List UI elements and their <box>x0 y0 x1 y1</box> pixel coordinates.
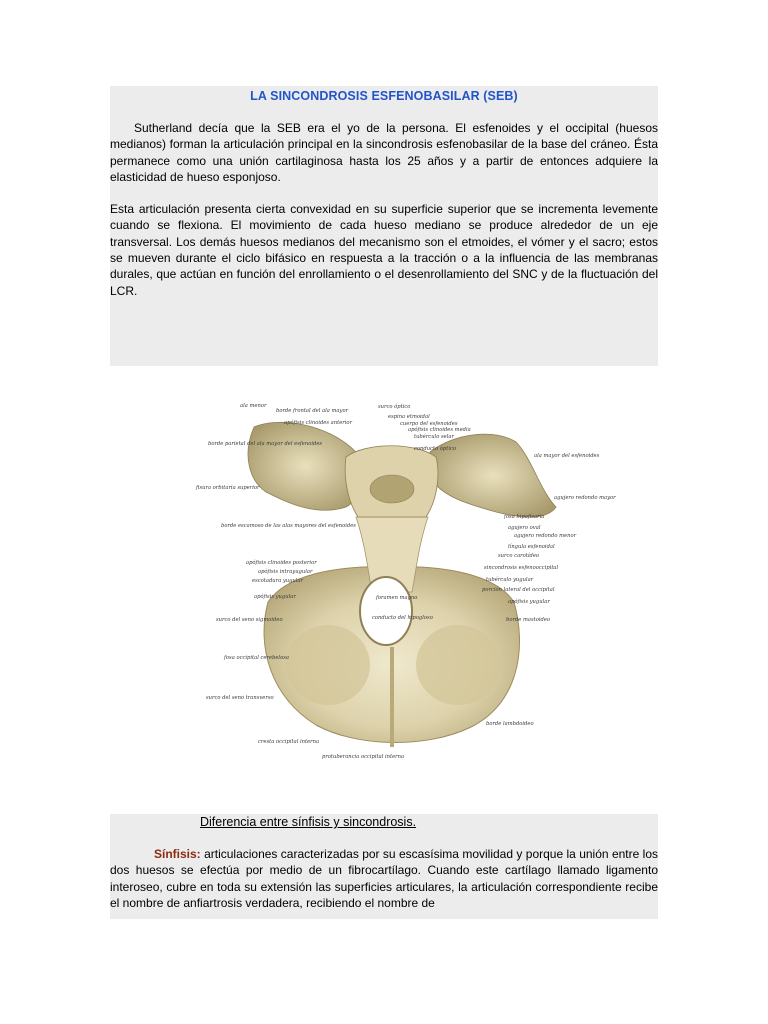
paragraph-sinfisis-text: articulaciones caracterizadas por su escasísima movilidad y porque la unión entre los dos huesos se efectúa por medio de un fibrocartílago. Cuando este cartílago llamado ligamento interoseo, cubre en toda su extensión las superficies articulares, la articulación correspondiente recibe el nombre de anfiartrosis verdadera, recibiendo el nombre de <box>110 847 658 910</box>
label-right-1: espina etmoidal <box>388 414 430 420</box>
label-right-4: tubérculo selar <box>414 434 454 440</box>
label-right-14: tubérculo yugular <box>486 577 534 583</box>
label-left-13: cresta occipital interna <box>258 739 320 745</box>
label-foramen-magno: foramen magno <box>376 595 418 601</box>
label-left-2: apófisis clinoides anterior <box>284 420 353 426</box>
paragraph-sutherland: Sutherland decía que la SEB era el yo de la persona. El esfenoides y el occipital (huesos medianos) forman la articulación principal en la sincondrosis esfenobasilar de la base del cráneo. Ésta permanece como una unión cartilaginosa hasta los 25 años y a partir de entonces adquiere la elasticidad de hueso esponjoso. <box>110 121 658 184</box>
label-left-7: apófisis intrayugular <box>258 569 313 575</box>
section-heading: Diferencia entre sínfisis y sincondrosis. <box>200 815 417 829</box>
label-right-11: língula esfenoidal <box>508 544 555 550</box>
paragraph-sinfisis <box>110 846 658 911</box>
paragraph-articulacion: Esta articulación presenta cierta convexidad en su superficie superior que se incrementa levemente cuando se flexiona. El movimiento de cada hueso mediano se produce alrededor de un eje transversal. Los demás huesos medianos del mecanismo son el etmoides, el vómer y el sacro; estos se mueven durante el ciclo bifásico en respuesta a la tracción o a la influencia de las membranas durales, que actúan en función del enrollamiento o el desenrollamiento del SNC y de la fluctuación del LCR. <box>110 202 658 298</box>
label-right-16: apófisis yugular <box>508 599 550 605</box>
label-right-18: borde lambdoideo <box>486 721 534 727</box>
label-right-6: ala mayor del esfenoides <box>534 453 600 459</box>
label-left-3: borde parietal del ala mayor del esfenoides <box>208 441 323 447</box>
label-left-14: protuberancia occipital interna <box>322 754 405 760</box>
sphenoid-occipital-illustration <box>196 397 616 773</box>
label-left-12: surco del seno transverso <box>206 695 274 701</box>
label-right-5: conducto óptico <box>414 446 457 452</box>
label-left-9: apófisis yugular <box>254 594 296 600</box>
label-left-11: fosa occipital cerebelosa <box>224 655 289 661</box>
label-right-10: agujero redondo menor <box>514 533 577 539</box>
label-left-8: escotadura yugular <box>252 578 303 584</box>
label-right-2: cuerpo del esfenoides <box>400 421 458 427</box>
label-left-6: apófisis clinoides posterior <box>246 560 317 566</box>
label-left-10: surco del seno sigmoideo <box>216 617 283 623</box>
label-left-5: borde escamoso de las alas mayores del esfenoides <box>221 523 356 529</box>
label-conducto-hipogloso: conducto del hipogloso <box>372 615 433 621</box>
label-right-0: surco óptico <box>378 404 411 410</box>
label-left-0: ala menor <box>240 403 267 409</box>
label-right-17: borde mastoideo <box>506 617 551 623</box>
right-cerebellar-fossa <box>416 625 500 705</box>
text-block-diferencia <box>110 814 658 919</box>
label-right-9: agujero oval <box>508 525 541 531</box>
label-right-7: agujero redondo mayor <box>554 495 616 501</box>
section-title: LA SINCONDROSIS ESFENOBASILAR (SEB) <box>250 89 518 103</box>
label-right-12: surco carotídeo <box>498 553 540 559</box>
foramen-magnum <box>360 577 412 645</box>
left-cerebellar-fossa <box>286 625 370 705</box>
label-right-15: porción lateral del occipital <box>482 587 555 593</box>
sella-turcica <box>370 475 414 503</box>
term-sinfisis: Sínfisis: <box>154 847 201 861</box>
label-right-3: apófisis clinoides media <box>408 427 471 433</box>
bone-drawing <box>196 397 616 773</box>
label-right-13: sincondrosis esfenooccipital <box>484 565 559 571</box>
label-left-1: borde frontal del ala mayor <box>276 408 349 414</box>
text-block-seb <box>110 86 658 366</box>
label-right-8: fosa hipofisaria <box>504 514 545 520</box>
label-left-4: fisura orbitaria superior <box>196 485 260 491</box>
